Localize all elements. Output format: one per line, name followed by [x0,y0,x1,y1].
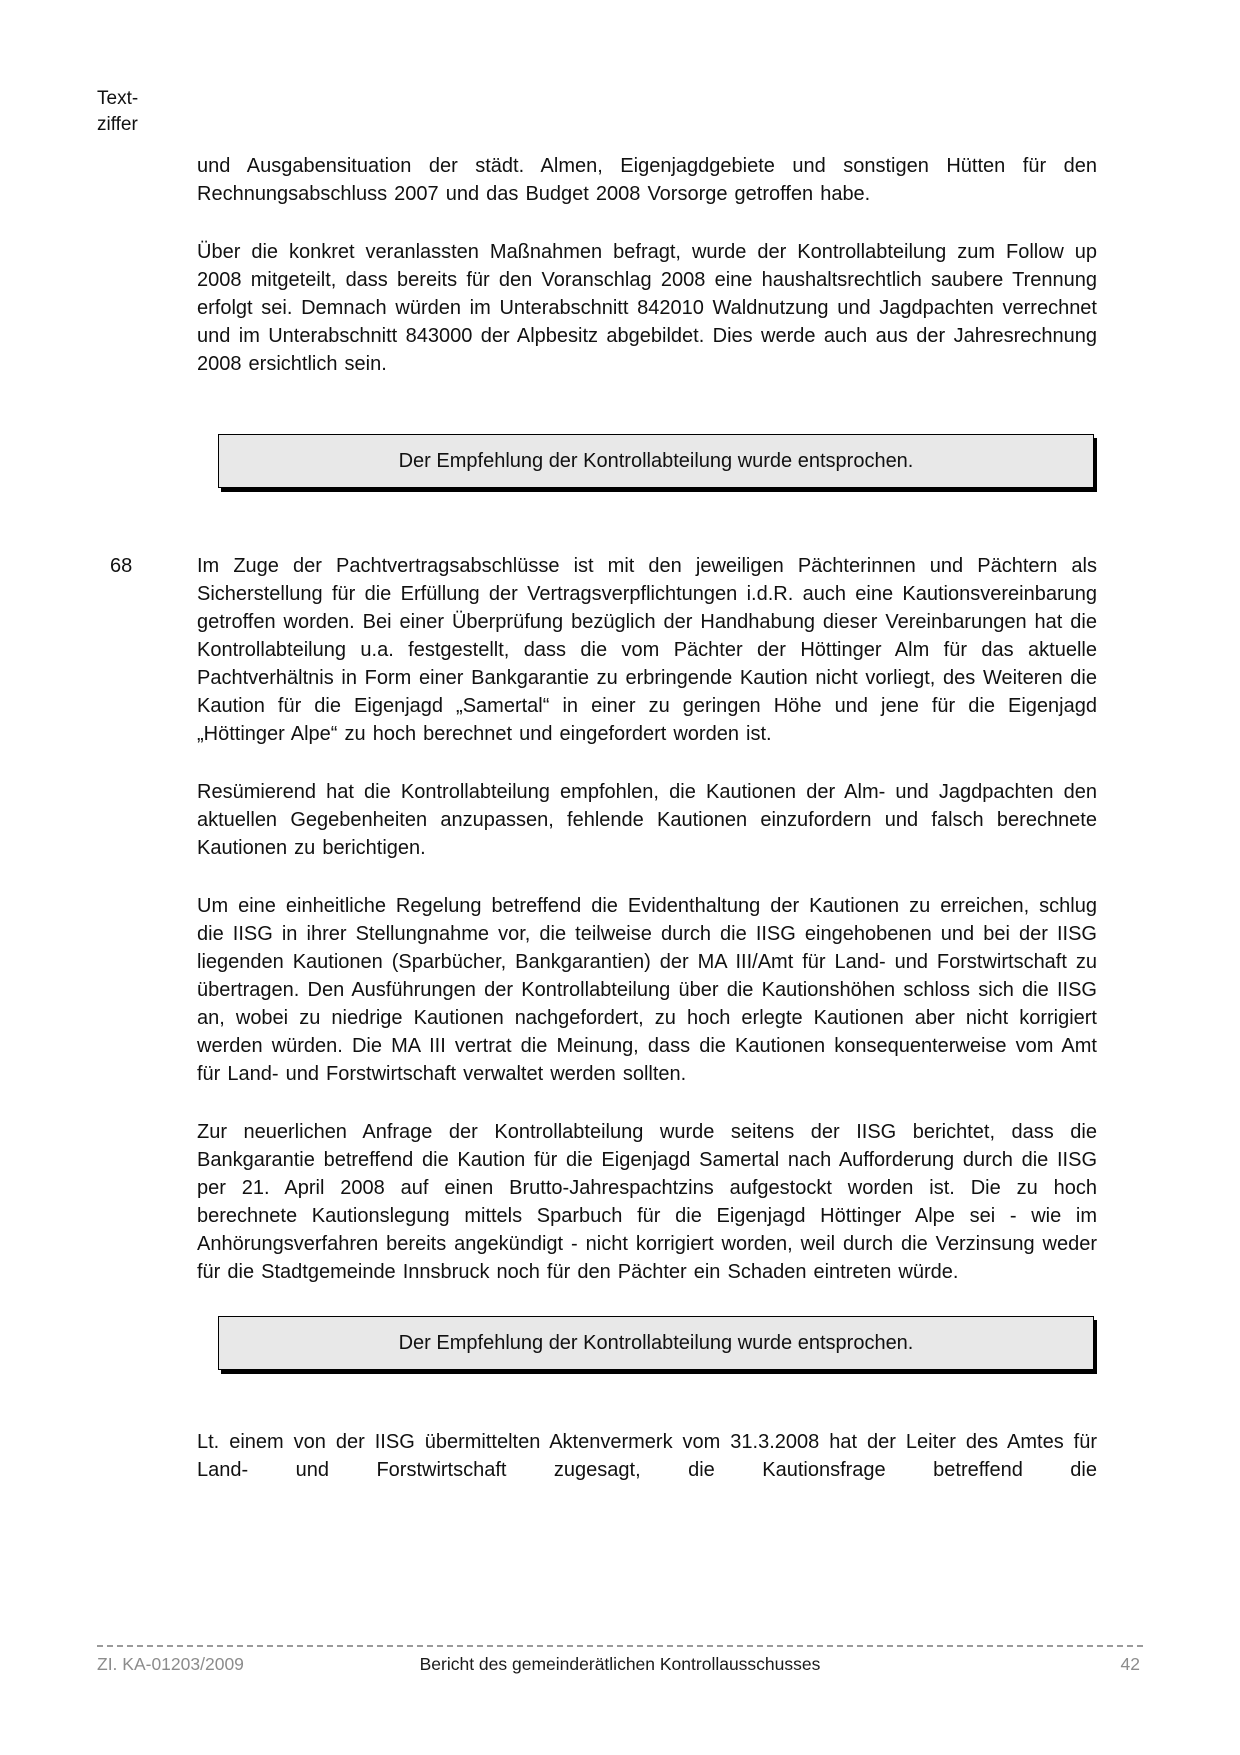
paragraph-s68-4: Zur neuerlichen Anfrage der Kontrollabteilung wurde seitens der IISG berichtet, dass die Bankgarantie betreffend die Kaution für die Eigenjagd Samertal nach Aufforderung durch die IISG per 21. April 2008 auf einen Brutto-Jahrespachtzins aufgestockt worden ist. Die zu hoch berechnete Kautionslegung mittels Sparbuch für die Eigenjagd Höttinger Alpe sei - wie im Anhörungsverfahren bereits angekündigt - nicht korrigiert worden, weil durch die Verzinsung weder für die Stadtgemeinde Innsbruck noch für den Pächter ein Schaden eintreten würde. [197,1121,1097,1283]
paragraph-intro-1: und Ausgabensituation der städt. Almen, Eigenjagdgebiete und sonstigen Hütten für den Rechnungsabschluss 2007 und das Budget 2008 Vorsorge getroffen habe. [197,155,1097,205]
footer-title: Bericht des gemeinderätlichen Kontrollausschusses [419,1654,821,1674]
footer-page-number: 42 [1120,1654,1140,1674]
textziffer-heading-line2: ziffer [97,114,138,135]
page-footer [97,1645,1143,1678]
page-content [110,152,1097,1514]
paragraph-intro-2: Über die konkret veranlassten Maßnahmen befragt, wurde der Kontrollabteilung zum Follow up 2008 mitgeteilt, dass bereits für den Voranschlag 2008 eine haushaltsrechtlich saubere Trennung erfolgt sei. Demnach würden im Unterabschnitt 842010 Waldnutzung und Jagdpachten verrechnet und im Unterabschnitt 843000 der Alpbesitz abgebildet. Dies werde auch aus der Jahresrechnung 2008 ersichtlich sein. [197,241,1097,375]
paragraph-s68-5: Lt. einem von der IISG übermittelten Aktenvermerk vom 31.3.2008 hat der Leiter des Amtes für Land- und Forstwirtschaft zugesagt, die Kautionsfrage betreffend die [197,1431,1097,1481]
textziffer-number: 68 [110,555,133,577]
recommendation-box-1 [218,434,1094,488]
textziffer-column-heading [97,86,138,138]
textziffer-heading-line1: Text- [97,88,139,109]
paragraph-s68-3: Um eine einheitliche Regelung betreffend die Evidenthaltung der Kautionen zu erreichen, schlug die IISG in ihrer Stellungnahme vor, die teilweise durch die IISG eingehobenen und bei der IISG liegenden Kautionen (Sparbücher, Bankgarantien) der MA III/Amt für Land- und Forstwirtschaft zu übertragen. Den Ausführungen der Kontrollabteilung über die Kautionshöhen schloss sich die IISG an, wobei zu niedrige Kautionen nachgefordert, zu hoch erlegte Kautionen aber nicht korrigiert werden würden. Die MA III vertrat die Meinung, dass die Kautionen konsequenterweise vom Amt für Land- und Forstwirtschaft verwaltet werden sollten. [197,895,1097,1085]
paragraph-s68-1: Im Zuge der Pachtvertragsabschlüsse ist mit den jeweiligen Pächterinnen und Pächtern als Sicherstellung für die Erfüllung der Vertragsverpflichtungen i.d.R. auch eine Kautionsvereinbarung getroffen worden. Bei einer Überprüfung bezüglich der Handhabung dieser Vereinbarungen hat die Kontrollabteilung u.a. festgestellt, dass die vom Pächter der Höttinger Alm für das aktuelle Pachtverhältnis in Form einer Bankgarantie zu erbringende Kaution nicht vorliegt, des Weiteren die Kaution für die Eigenjagd „Samertal“ in einer zu geringen Höhe und jene für die Eigenjagd „Höttinger Alpe“ zu hoch berechnet und eingefordert worden ist. [197,555,1097,745]
footer-reference: ZI. KA-01203/2009 [97,1654,244,1674]
recommendation-text-1: Der Empfehlung der Kontrollabteilung wurde entsprochen. [398,450,914,472]
footer-row [97,1654,1143,1678]
paragraph-s68-2: Resümierend hat die Kontrollabteilung empfohlen, die Kautionen der Alm- und Jagdpachten den aktuellen Gegebenheiten anzupassen, fehlende Kautionen einzufordern und falsch berechnete Kautionen zu berichtigen. [197,781,1097,859]
recommendation-text-2: Der Empfehlung der Kontrollabteilung wurde entsprochen. [398,1332,914,1354]
section-68 [110,552,1097,1484]
recommendation-box-2 [218,1316,1094,1370]
